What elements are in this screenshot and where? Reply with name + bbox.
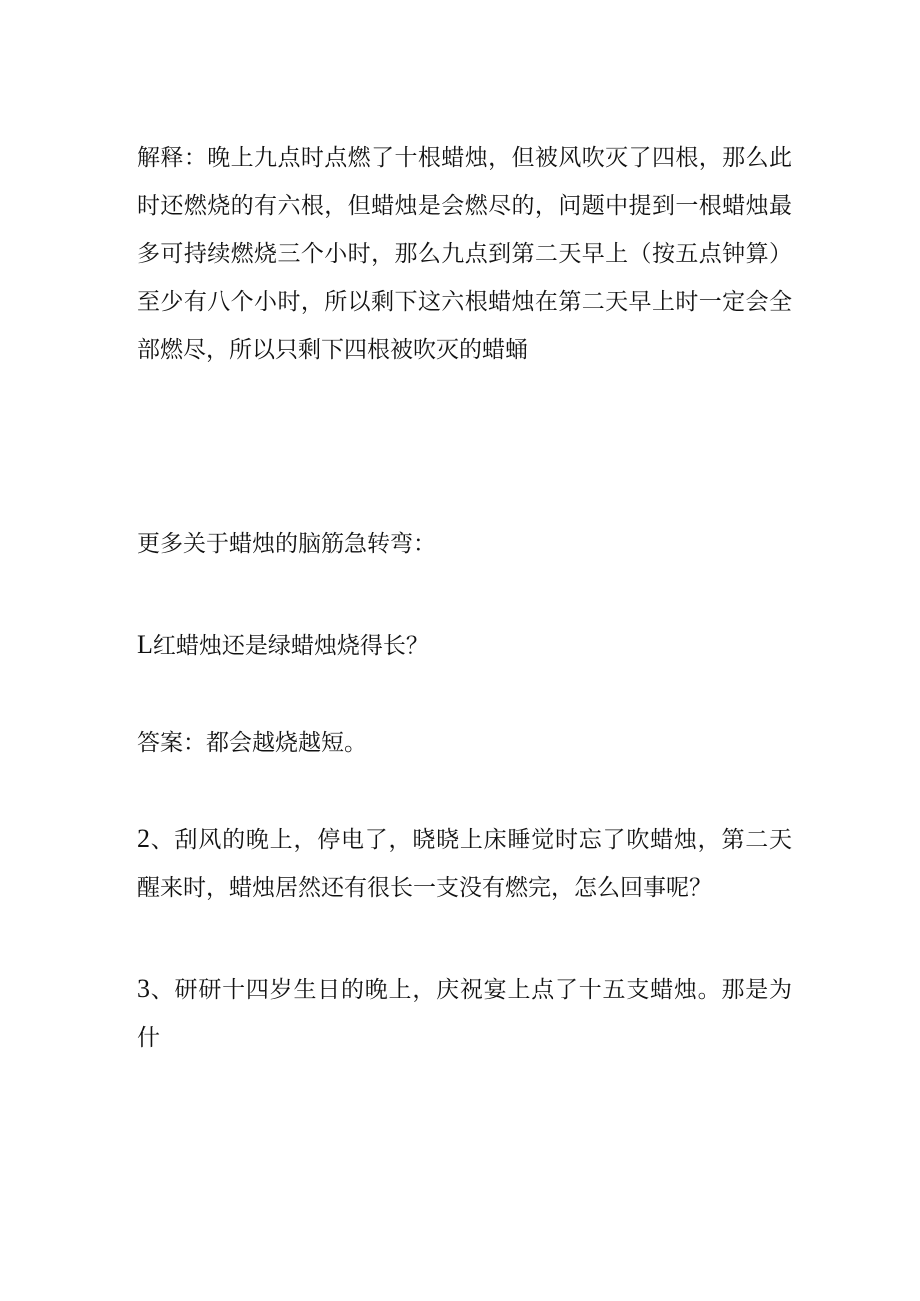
riddle-2-text: 、刮风的晚上，停电了，晓晓上床睡觉时忘了吹蜡烛，第二天醒来时，蜡烛居然还有很长一支没有燃完，怎么回事呢？ [137, 827, 792, 901]
riddle-1 [137, 621, 792, 670]
explanation-paragraph: 解释：晚上九点时点燃了十根蜡烛，但被风吹灭了四根，那么此时还燃烧的有六根，但蜡烛是会燃尽的，问题中提到一根蜡烛最多可持续燃烧三个小时，那么九点到第二天早上（按五点钟算）至少有八个小时，所以剩下这六根蜡烛在第二天早上时一定会全部燃尽，所以只剩下四根被吹灭的蜡蛹 [137, 145, 792, 363]
more-riddles-heading: 更多关于蜡烛的脑筋急转弯： [137, 531, 436, 557]
riddle-3 [137, 965, 792, 1062]
riddle-2-number: 2 [137, 824, 150, 853]
riddle-1-text: 红蜡烛还是绿蜡烛烧得长？ [152, 633, 429, 659]
riddle-1-answer: 答案：都会越烧越短。 [137, 730, 367, 756]
riddle-2 [137, 815, 792, 912]
riddle-3-number: 3 [137, 974, 150, 1003]
riddle-1-number: L [137, 630, 153, 659]
riddle-3-text: 、研研十四岁生日的晚上，庆祝宴上点了十五支蜡烛。那是为什 [137, 977, 792, 1051]
